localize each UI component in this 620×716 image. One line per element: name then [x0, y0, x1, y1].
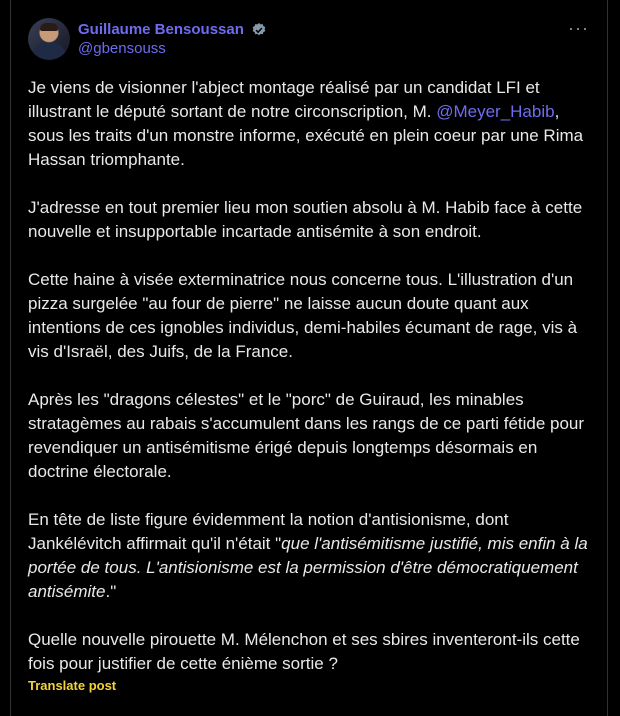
- post-paragraph-1: [28, 76, 598, 172]
- post-header: [28, 18, 595, 62]
- more-options-icon[interactable]: ···: [568, 18, 589, 38]
- paragraph-text: Je viens de visionner l'abject montage réalisé par un candidat LFI et illustrant le député sortant de notre circonscription, M.: [28, 78, 540, 121]
- post-text: [28, 76, 598, 700]
- paragraph-text: .": [105, 582, 117, 601]
- avatar[interactable]: [28, 18, 70, 60]
- post-paragraph-5: [28, 508, 598, 604]
- author-handle[interactable]: @gbensouss: [78, 40, 166, 58]
- post-paragraph-6: Quelle nouvelle pirouette M. Mélenchon et ses sbires inventeront-ils cette fois pour justifier de cette énième sortie ?: [28, 630, 580, 673]
- post-paragraph-2: J'adresse en tout premier lieu mon soutien absolu à M. Habib face à cette nouvelle et insupportable incartade antisémite à son endroit.: [28, 198, 583, 241]
- mention-link[interactable]: @Meyer_Habib: [436, 102, 555, 121]
- author-display-name[interactable]: Guillaume Bensoussan: [78, 21, 244, 38]
- quote-text: que l'antisémitisme justifié, mis enfin à la portée de tous. L'antisionisme est la permission d'être démocratiquement antisémite: [28, 534, 588, 601]
- post-paragraph-4: Après les "dragons célestes" et le "porc" de Guiraud, les minables stratagèmes au rabais s'accumulent dans les rangs de ce parti fétide pour revendiquer un antisémitisme érigé depuis longtemps désormais en doctrine électorale.: [28, 390, 585, 481]
- verified-badge-icon: [251, 22, 267, 38]
- paragraph-text: En tête de liste figure évidemment la notion d'antisionisme, dont Jankélévitch affirmait qu'il n'était ": [28, 510, 509, 553]
- paragraph-text: , sous les traits d'un monstre informe, exécuté en plein coeur par une Rima Hassan triomphante.: [28, 102, 584, 169]
- post-card: [10, 0, 608, 716]
- post-paragraph-3: Cette haine à visée exterminatrice nous concerne tous. L'illustration d'un pizza surgelée "au four de pierre" ne laisse aucun doute quant aux intentions de ces ignobles individus, demi-habiles écumant de rage, vis à vis d'Israël, des Juifs, de la France.: [28, 270, 578, 361]
- translate-post-link[interactable]: Translate post: [28, 678, 117, 693]
- author-names: [78, 21, 267, 59]
